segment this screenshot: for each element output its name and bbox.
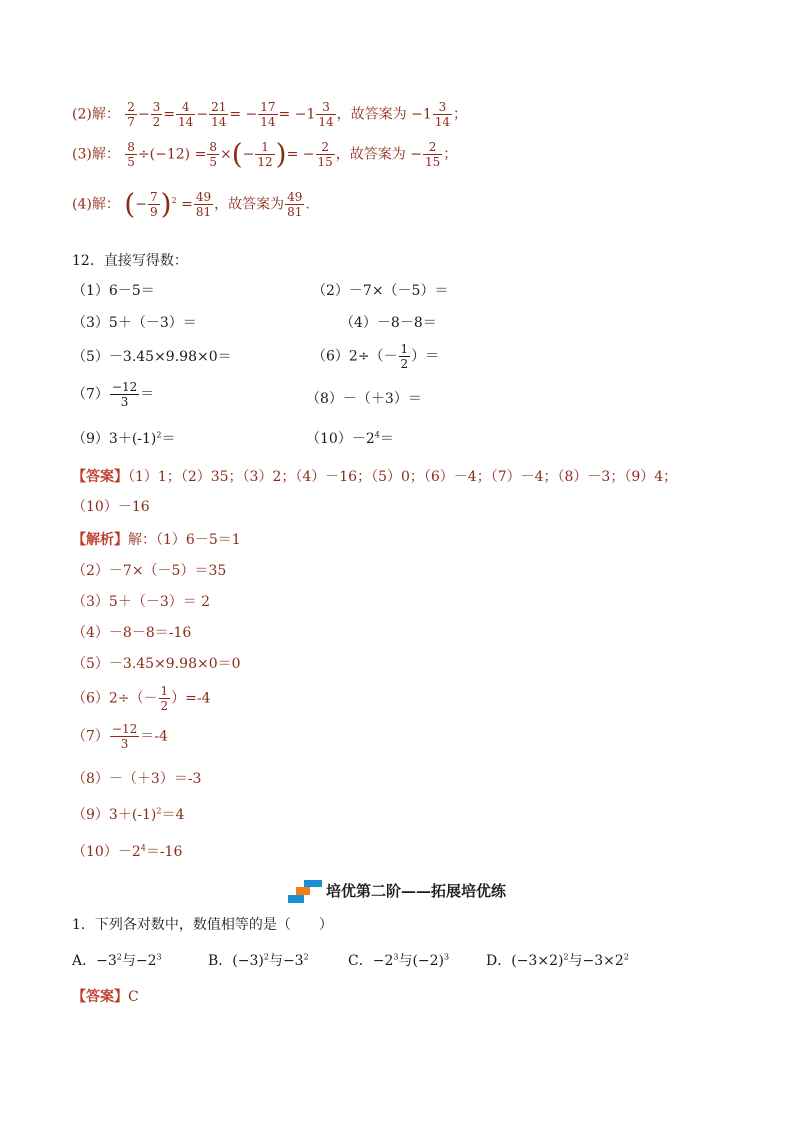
analysis-line: （4）－8－8＝-16 [72, 625, 192, 641]
q12-item-10: $(10)-2^4=$ [306, 430, 394, 447]
solution-3: (3)解： $\frac{8}{5}$ ÷(−12) = $\frac{8}{5}$ ×(− $\frac{1}{12}$ )= − $\frac{2}{15}$ ，故答案为 − $\frac{2}{15}$ ； [72, 137, 458, 171]
question-1-stem: 1．下列各对数中，数值相等的是（ ） [72, 917, 333, 933]
answer-tag: 【答案】 [72, 469, 128, 485]
fraction: $\frac{2}{15}$ [317, 140, 333, 169]
solution-2: (2)解： $\frac{2}{7}$ − $\frac{3}{2}$ = $\frac{4}{14}$ − $\frac{21}{14}$ = − $\frac{17}{14}$ = −1 $\frac{3}{14}$ ，故答案为 −1 $\frac{3}{14}$ ； [72, 100, 468, 129]
fraction: $\frac{4}{14}$ [178, 100, 194, 129]
answer-value: C [128, 989, 139, 1005]
fraction: $\frac{7}{9}$ [149, 190, 158, 219]
answer-12-line-2: （10）－16 [72, 499, 150, 515]
section-title: 培优第二阶——拓展培优练 [0, 880, 794, 904]
analysis-line: （6）2÷（－ $\frac{1}{2}$ ）=-4 [72, 684, 211, 713]
label: (3)解： [72, 146, 120, 163]
q12-item-4: （4）－8－8＝ [340, 315, 437, 331]
q12-item-2: （2）－7×（－5）＝ [312, 283, 449, 299]
q12-item-3: （3）5＋（－3）＝ [72, 315, 197, 331]
fraction: $\frac{8}{5}$ [209, 140, 217, 169]
analysis-12: 【解析】解：（1）6－5＝1 [72, 532, 241, 548]
q12-item-8: （8）－（＋3）＝ [306, 391, 422, 407]
q12-item-1: （1）6－5＝ [72, 283, 155, 299]
q12-item-9: $(9)3+(-1)^2=$ [72, 430, 176, 447]
fraction: $\frac{49}{81}$ [195, 190, 212, 219]
analysis-line: （3）5＋（－3）＝ 2 [72, 594, 211, 610]
q1-option-a[interactable]: A．$-3^2$与$-2^3$ [72, 952, 162, 969]
analysis-line: $(9)3+(-1)^2=4$ [72, 806, 185, 823]
fraction: $\frac{8}{5}$ [127, 140, 135, 169]
fraction: $\frac{21}{14}$ [211, 100, 227, 129]
q1-option-c[interactable]: C．$-2^3$与$(-2)^3$ [348, 952, 450, 969]
fraction: $\frac{17}{14}$ [260, 100, 276, 129]
question-12-title: 12．直接写得数： [72, 253, 188, 269]
fraction: $\frac{3}{14}$ [434, 100, 451, 129]
answer-1 [72, 986, 139, 1006]
label: (2)解： [72, 106, 120, 123]
fraction: $\frac{49}{81}$ [287, 190, 303, 219]
fraction: $\frac{2}{15}$ [424, 140, 441, 169]
q1-option-b[interactable]: B．$(-3)^2$与$-3^2$ [208, 952, 309, 969]
q1-option-d[interactable]: D．$(-3\times 2)^2$与$-3\times 2^2$ [486, 952, 629, 969]
fraction: $\frac{3}{14}$ [318, 100, 334, 129]
fraction: $\frac{1}{12}$ [257, 140, 273, 169]
fraction: $\frac{2}{7}$ [127, 100, 135, 129]
analysis-line: （2）－7×（－5）＝35 [72, 563, 227, 579]
analysis-line: （7） $\frac{-12}{3}$ ＝-4 [72, 722, 168, 751]
label: (4)解： [72, 196, 120, 213]
analysis-tag: 【解析】 [72, 532, 128, 548]
analysis-line: （5）－3.45×9.98×0＝0 [72, 656, 241, 672]
solution-4: (4)解： (− $\frac{7}{9}$ )$^2$ = $\frac{49}{81}$ ，故答案为 $\frac{49}{81}$ . [72, 187, 310, 221]
q12-item-6: （6）2÷（－ $\frac{1}{2}$ ）＝ [312, 342, 440, 371]
answer-12: 【答案】（1）1；（2）35；（3）2；（4）－16；（5）0；（6）－4；（7）－4；（8）－3；（9）4； [72, 469, 678, 485]
fraction: $\frac{3}{2}$ [152, 100, 161, 129]
analysis-line: （8）－（＋3）＝-3 [72, 771, 202, 787]
section-logo-icon [288, 880, 322, 904]
q12-item-5: （5）－3.45×9.98×0＝ [72, 349, 232, 365]
q12-item-7: （7） $\frac{-12}{3}$ ＝ [72, 380, 155, 409]
answer-tag: 【答案】 [72, 989, 128, 1005]
analysis-line: $(10)-2^4=-16$ [72, 843, 183, 860]
